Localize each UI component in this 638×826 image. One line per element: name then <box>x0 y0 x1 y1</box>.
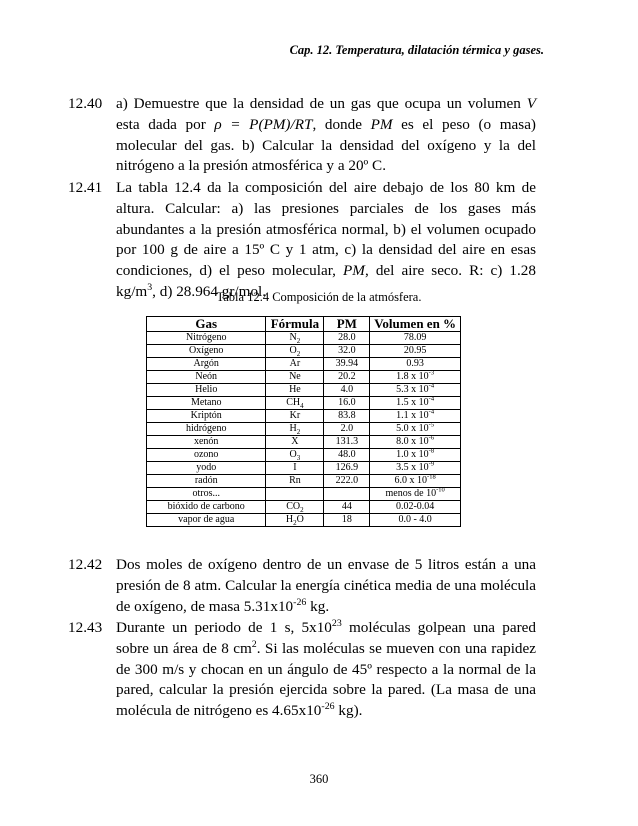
cell-formula: $CH_4$ <box>266 397 324 410</box>
cell-gas: bióxido de carbono <box>147 501 266 514</box>
cell-pm: 126.9 <box>324 462 370 475</box>
cell-pm: 4.0 <box>324 384 370 397</box>
problem-text: a) Demuestre que la densidad de un gas que ocupa un volumen V esta dada por ρ = P(PM)/RT, donde PM es el peso (o masa) molecular del gas. b) Calcular la densidad del oxígeno y la del nitrógeno a la presión atmosférica y a 20º C. <box>116 95 536 175</box>
table-row <box>147 475 461 488</box>
table-header-row <box>147 317 461 332</box>
cell-formula: X <box>266 436 324 449</box>
cell-gas: yodo <box>147 462 266 475</box>
cell-formula: Ne <box>266 371 324 384</box>
cell-gas: hidrógeno <box>147 423 266 436</box>
table-row <box>147 397 461 410</box>
cell-gas: Neón <box>147 371 266 384</box>
cell-volume: 78.09 <box>370 332 461 345</box>
problem-number: 12.42 <box>68 556 103 573</box>
table-row <box>147 488 461 501</box>
cell-volume: 20.95 <box>370 345 461 358</box>
cell-gas: otros... <box>147 488 266 501</box>
cell-gas: Oxígeno <box>147 345 266 358</box>
problem-text: Durante un periodo de 1 s, $5x10^{23}$ moléculas golpean una pared sobre un área de 8 $cm^2$. Si las moléculas se mueven con una rapidez de 300 m/s y chocan en un ángulo de 45º respecto a la normal de la pared, calcular la presión ejercida sobre la pared. (La masa de una molécula de nitrógeno es $4.65x10^{-26}$ kg). <box>116 617 536 720</box>
cell-gas: xenón <box>147 436 266 449</box>
cell-volume: menos de $10^{-10}$ <box>370 488 461 501</box>
page-header: Cap. 12. Temperatura, dilatación térmica y gases. <box>289 43 544 57</box>
cell-formula: He <box>266 384 324 397</box>
table-row <box>147 332 461 345</box>
cell-volume: 0.0 - 4.0 <box>370 514 461 527</box>
table-row <box>147 345 461 358</box>
cell-volume: 0.93 <box>370 358 461 371</box>
table-row <box>147 371 461 384</box>
cell-volume: 5.3 x $10^{-4}$ <box>370 384 461 397</box>
table-row <box>147 358 461 371</box>
cell-pm: 28.0 <box>324 332 370 345</box>
cell-pm: 83.8 <box>324 410 370 423</box>
cell-gas: Kriptón <box>147 410 266 423</box>
problem-number: 12.43 <box>68 619 103 636</box>
table-row <box>147 436 461 449</box>
cell-pm: 131.3 <box>324 436 370 449</box>
cell-gas: radón <box>147 475 266 488</box>
cell-formula: $N_2$ <box>266 332 324 345</box>
problem-text: Dos moles de oxígeno dentro de un envase de 5 litros están a una presión de 8 atm. Calcular la energía cinética media de una molécula de oxígeno, de masa $5.31x10^{-26}$ kg. <box>116 556 536 615</box>
cell-pm: 16.0 <box>324 397 370 410</box>
table-row <box>147 501 461 514</box>
cell-pm: 2.0 <box>324 423 370 436</box>
problem-12-42 <box>68 555 536 617</box>
cell-volume: 1.8 x $10^{-3}$ <box>370 371 461 384</box>
table-row <box>147 514 461 527</box>
cell-gas: Argón <box>147 358 266 371</box>
table-row <box>147 449 461 462</box>
cell-gas: Helio <box>147 384 266 397</box>
table-row <box>147 462 461 475</box>
problem-text: La tabla 12.4 da la composición del aire debajo de los 80 km de altura. Calcular: a) las presiones parciales de los gases más abundantes a la presión atmosférica normal, b) el volumen ocupado por 100 g de aire a 15º C y 1 atm, c) la densidad del aire en esas condiciones, d) el peso molecular, PM, del aire seco. R: c) 1.28 $kg/m^3$, d) 28.964 gr/mol. <box>116 179 536 300</box>
cell-gas: Nitrógeno <box>147 332 266 345</box>
cell-formula: Ar <box>266 358 324 371</box>
cell-gas: ozono <box>147 449 266 462</box>
cell-formula: $H_2$ <box>266 423 324 436</box>
cell-gas: vapor de agua <box>147 514 266 527</box>
cell-pm: 20.2 <box>324 371 370 384</box>
cell-formula: I <box>266 462 324 475</box>
cell-formula <box>266 488 324 501</box>
cell-pm: 32.0 <box>324 345 370 358</box>
page-number: 360 <box>309 772 329 786</box>
table-row <box>147 410 461 423</box>
table-body <box>147 332 461 527</box>
problem-12-40 <box>68 94 536 177</box>
cell-volume: 5.0 x $10^{-5}$ <box>370 423 461 436</box>
cell-formula: Rn <box>266 475 324 488</box>
header-gas: Gas <box>147 317 266 332</box>
cell-volume: 1.1 x $10^{-4}$ <box>370 410 461 423</box>
cell-pm: 39.94 <box>324 358 370 371</box>
header-formula: Fórmula <box>266 317 324 332</box>
cell-volume: 8.0 x $10^{-6}$ <box>370 436 461 449</box>
cell-gas: Metano <box>147 397 266 410</box>
cell-pm <box>324 488 370 501</box>
cell-volume: 0.02-0.04 <box>370 501 461 514</box>
cell-pm: 18 <box>324 514 370 527</box>
header-volume: Volumen en % <box>370 317 461 332</box>
table-caption: Tabla 12.4 Composición de la atmósfera. <box>216 290 422 304</box>
table-row <box>147 423 461 436</box>
problem-12-43 <box>68 618 536 722</box>
problem-number: 12.41 <box>68 179 103 196</box>
composition-table <box>146 316 461 527</box>
cell-volume: 6.0 x $10^{-18}$ <box>370 475 461 488</box>
cell-pm: 222.0 <box>324 475 370 488</box>
problem-number: 12.40 <box>68 95 103 112</box>
cell-pm: 48.0 <box>324 449 370 462</box>
table-row <box>147 384 461 397</box>
cell-volume: 1.0 x $10^{-8}$ <box>370 449 461 462</box>
cell-formula: $CO_2$ <box>266 501 324 514</box>
problem-12-41 <box>68 178 536 303</box>
cell-volume: 3.5 x $10^{-9}$ <box>370 462 461 475</box>
cell-formula: $H_2O$ <box>266 514 324 527</box>
cell-pm: 44 <box>324 501 370 514</box>
cell-formula: $O_3$ <box>266 449 324 462</box>
header-pm: PM <box>324 317 370 332</box>
cell-formula: Kr <box>266 410 324 423</box>
cell-volume: 1.5 x $10^{-4}$ <box>370 397 461 410</box>
cell-formula: $O_2$ <box>266 345 324 358</box>
